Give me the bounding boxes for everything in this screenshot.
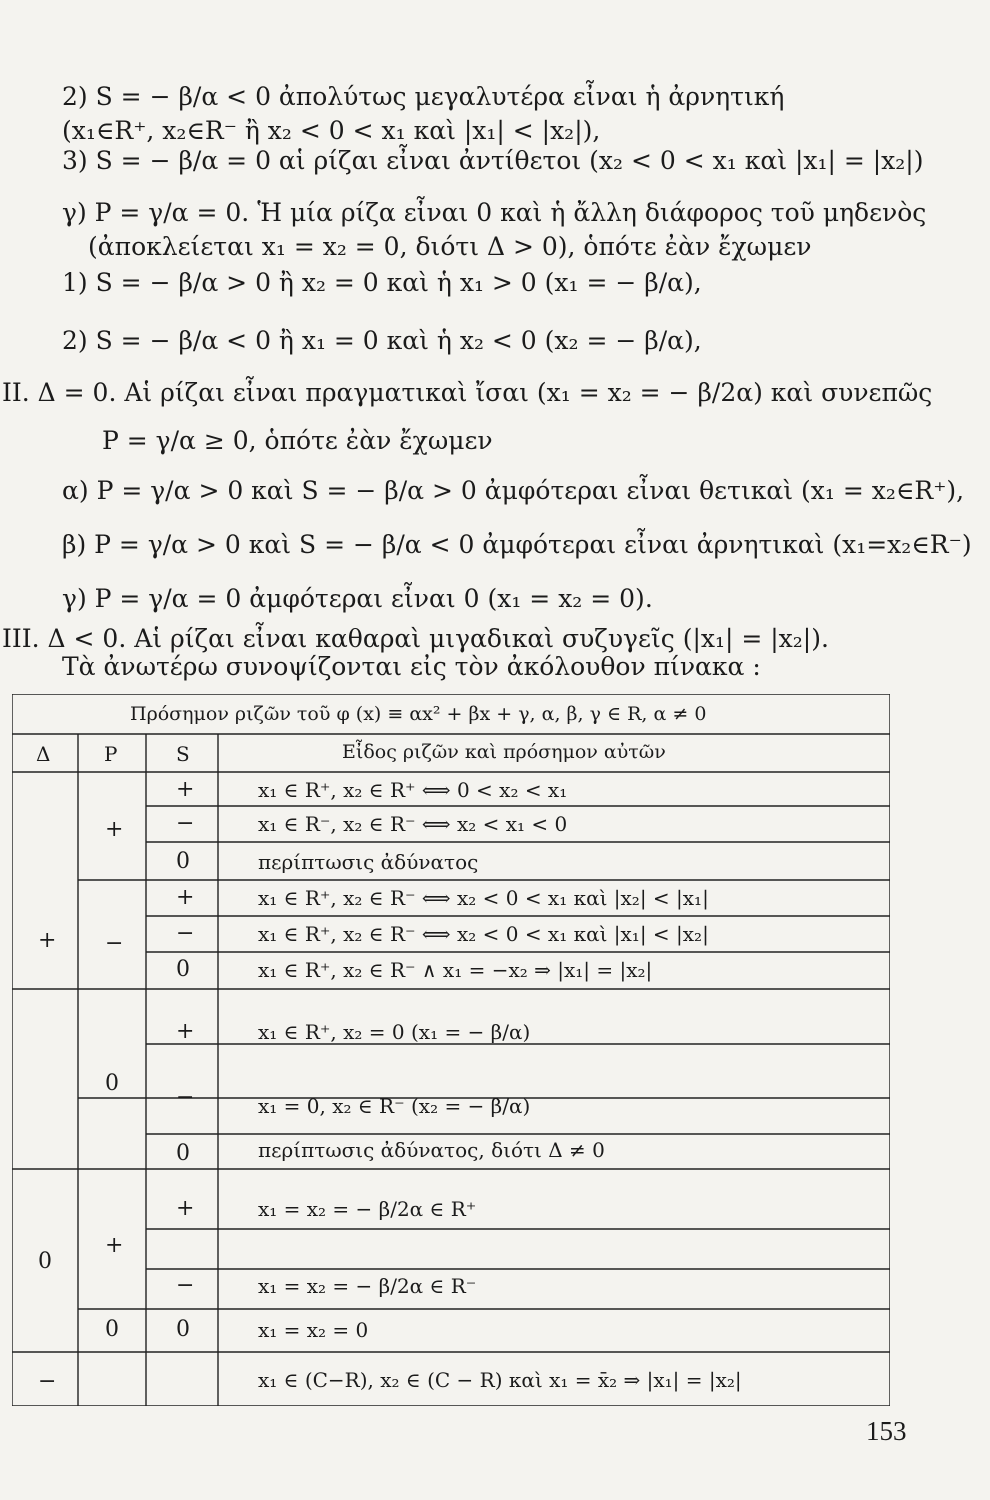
- s-value: +: [176, 885, 195, 910]
- p-plus: +: [105, 817, 124, 842]
- table-row: x₁ ∈ R⁺, x₂ = 0 (x₁ = − β/α): [258, 1020, 531, 1044]
- table-row: x₁ ∈ R⁺, x₂ ∈ R⁻ ∧ x₁ = −x₂ ⇒ |x₁| = |x₂|: [258, 958, 653, 982]
- header-s: S: [176, 742, 190, 766]
- table-row: x₁ ∈ (C−R), x₂ ∈ (C − R) καὶ x₁ = x̄₂ ⇒ |x₁| = |x₂|: [258, 1368, 742, 1392]
- table-title: Πρόσημον ριζῶν τοῦ φ (x) ≡ αx² + βx + γ, α, β, γ ∈ R, α ≠ 0: [130, 703, 707, 725]
- text-line: γ) P = γ/α = 0 ἀμφότεραι εἶναι 0 (x₁ = x₂ = 0).: [62, 584, 653, 613]
- p-plus: +: [105, 1233, 124, 1258]
- s-value: 0: [176, 1141, 190, 1166]
- table-row: x₁ = 0, x₂ ∈ R⁻ (x₂ = − β/α): [258, 1094, 531, 1118]
- table-row: x₁ = x₂ = 0: [258, 1318, 369, 1342]
- table-row: x₁ = x₂ = − β/2α ∈ R⁺: [258, 1197, 477, 1221]
- table-row: x₁ = x₂ = − β/2α ∈ R⁻: [258, 1274, 477, 1298]
- delta-plus: +: [38, 928, 57, 953]
- text-line: 2) S = − β/α < 0 ἀπολύτως μεγαλυτέρα εἶναι ἡ ἀρνητική: [62, 82, 785, 111]
- header-kind: Εἶδος ριζῶν καὶ πρόσημον αὐτῶν: [342, 741, 666, 763]
- text-line: (ἀποκλείεται x₁ = x₂ = 0, διότι Δ > 0), ὁπότε ἐὰν ἔχωμεν: [88, 232, 812, 261]
- text-line: β) P = γ/α > 0 καὶ S = − β/α < 0 ἀμφότεραι εἶναι ἀρνητικαὶ (x₁=x₂∈R⁻): [62, 530, 972, 559]
- text-line: 2) S = − β/α < 0 ἢ x₁ = 0 καὶ ἡ x₂ < 0 (x₂ = − β/α),: [62, 326, 702, 355]
- text-line: Τὰ ἀνωτέρω συνοψίζονται εἰς τὸν ἀκόλουθον πίνακα :: [62, 652, 761, 681]
- s-value: 0: [176, 957, 190, 982]
- p-zero: 0: [105, 1317, 119, 1342]
- roots-sign-table: [12, 694, 890, 1406]
- text-line: α) P = γ/α > 0 καὶ S = − β/α > 0 ἀμφότεραι εἶναι θετικαὶ (x₁ = x₂∈R⁺),: [62, 476, 965, 505]
- p-zero: 0: [105, 1071, 119, 1096]
- header-p: P: [104, 742, 118, 766]
- s-value: 0: [176, 1317, 190, 1342]
- header-delta: Δ: [36, 742, 51, 766]
- table-row: περίπτωσις ἀδύνατος, διότι Δ ≠ 0: [258, 1138, 605, 1162]
- text-line: II. Δ = 0. Αἱ ρίζαι εἶναι πραγματικαὶ ἴσαι (x₁ = x₂ = − β/2α) καὶ συνεπῶς: [2, 378, 933, 407]
- s-value: +: [176, 777, 195, 802]
- s-value: +: [176, 1196, 195, 1221]
- text-line: 1) S = − β/α > 0 ἢ x₂ = 0 καὶ ἡ x₁ > 0 (x₁ = − β/α),: [62, 268, 702, 297]
- text-line: P = γ/α ≥ 0, ὁπότε ἐὰν ἔχωμεν: [102, 426, 493, 455]
- text-line: 3) S = − β/α = 0 αἱ ρίζαι εἶναι ἀντίθετοι (x₂ < 0 < x₁ καὶ |x₁| = |x₂|): [62, 146, 924, 175]
- table-row: x₁ ∈ R⁺, x₂ ∈ R⁻ ⟺ x₂ < 0 < x₁ καὶ |x₁| < |x₂|: [258, 922, 709, 946]
- table-row: περίπτωσις ἀδύνατος: [258, 850, 479, 874]
- table-row: x₁ ∈ R⁻, x₂ ∈ R⁻ ⟺ x₂ < x₁ < 0: [258, 812, 568, 836]
- page-number: 153: [866, 1416, 907, 1446]
- delta-zero: 0: [38, 1249, 52, 1274]
- s-value: −: [176, 1085, 195, 1110]
- s-value: −: [176, 811, 195, 836]
- table-row: x₁ ∈ R⁺, x₂ ∈ R⁻ ⟺ x₂ < 0 < x₁ καὶ |x₂| < |x₁|: [258, 886, 709, 910]
- text-line: III. Δ < 0. Αἱ ρίζαι εἶναι καθαραὶ μιγαδικαὶ συζυγεῖς (|x₁| = |x₂|).: [2, 624, 829, 653]
- text-line: γ) P = γ/α = 0. Ἡ μία ρίζα εἶναι 0 καὶ ἡ ἄλλη διάφορος τοῦ μηδενὸς: [62, 198, 927, 227]
- s-value: +: [176, 1019, 195, 1044]
- s-value: −: [176, 921, 195, 946]
- s-value: −: [176, 1273, 195, 1298]
- p-minus: −: [105, 931, 124, 956]
- s-value: 0: [176, 849, 190, 874]
- delta-minus: −: [38, 1369, 57, 1394]
- table-row: x₁ ∈ R⁺, x₂ ∈ R⁺ ⟺ 0 < x₂ < x₁: [258, 778, 568, 802]
- text-line: (x₁∈R⁺, x₂∈R⁻ ἢ x₂ < 0 < x₁ καὶ |x₁| < |x₂|),: [62, 116, 601, 145]
